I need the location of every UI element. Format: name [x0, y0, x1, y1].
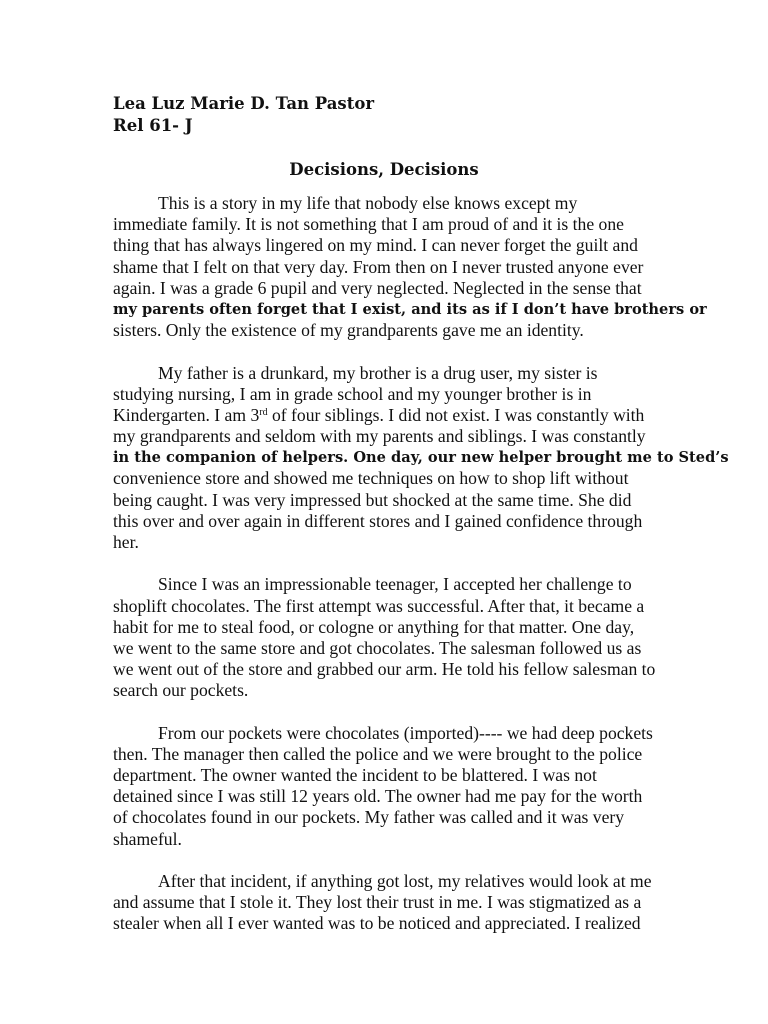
course-code: Rel 61- J — [113, 115, 193, 135]
essay-body — [113, 193, 729, 956]
document-header — [113, 93, 374, 136]
text-line: stealer when all I ever wanted was to be noticed and appreciated. I realized — [113, 913, 641, 934]
text-line: department. The owner wanted the incident to be blattered. I was not — [113, 765, 597, 786]
author-name: Lea Luz Marie D. Tan Pastor — [113, 94, 375, 113]
essay-title — [0, 159, 768, 181]
paragraph-4 — [113, 723, 673, 850]
paragraph-5 — [113, 871, 673, 935]
text-line: My father is a drunkard, my brother is a drug user, my sister is — [158, 362, 598, 383]
ordinal-superscript: rd — [259, 406, 268, 418]
text-line: shameful. — [113, 828, 182, 849]
text-line: being caught. I was very impressed but shocked at the same time. She did — [113, 489, 632, 510]
text-line: thing that has always lingered on my mind. I can never forget the guilt and — [113, 235, 638, 256]
text-line: habit for me to steal food, or cologne or anything for that matter. One day, — [113, 616, 635, 637]
text-line: studying nursing, I am in grade school and my younger brother is in — [113, 383, 592, 404]
text-line: again. I was a grade 6 pupil and very neglected. Neglected in the sense that — [113, 277, 642, 298]
text-line: shame that I felt on that very day. From then on I never trusted anyone ever — [113, 256, 644, 277]
text-line: After that incident, if anything got lost, my relatives would look at me — [158, 871, 652, 891]
text-line: my grandparents and seldom with my parents and siblings. I was constantly — [113, 426, 646, 447]
text-line: shoplift chocolates. The first attempt was successful. After that, it became a — [113, 595, 645, 616]
text-line: Since I was an impressionable teenager, I accepted her challenge to — [158, 574, 632, 595]
text-line: in the companion of helpers. One day, our new helper brought me to Sted’s — [113, 449, 729, 467]
text-line: convenience store and showed me techniques on how to shop lift without — [113, 468, 629, 489]
essay-title-text: Decisions, Decisions — [289, 160, 479, 179]
text-line: search our pockets. — [113, 680, 249, 701]
text-line — [113, 405, 673, 426]
text-line: of chocolates found in our pockets. My father was called and it was very — [113, 807, 625, 828]
text-line: then. The manager then called the police and we were brought to the police — [113, 743, 643, 764]
text-line: her. — [113, 532, 139, 552]
text-line: sisters. Only the existence of my grandparents gave me an identity. — [113, 320, 584, 341]
paragraph-1 — [113, 193, 707, 341]
text-line: immediate family. It is not something that I am proud of and it is the one — [113, 214, 624, 235]
text-line: From our pockets were chocolates (imported)---- we had deep pockets — [158, 722, 653, 743]
text-line: my parents often forget that I exist, and its as if I don’t have brothers or — [113, 300, 707, 318]
text-line: This is a story in my life that nobody else knows except my — [158, 193, 578, 213]
paragraph-2 — [113, 362, 729, 554]
text-line: we went out of the store and grabbed our arm. He told his fellow salesman to — [113, 659, 656, 680]
text-fragment: of four siblings. I did not exist. I was constantly with — [267, 404, 645, 425]
paragraph-3 — [113, 574, 673, 701]
text-line: detained since I was still 12 years old. The owner had me pay for the worth — [113, 786, 643, 807]
text-line: this over and over again in different stores and I gained confidence through — [113, 510, 643, 531]
text-line: and assume that I stole it. They lost their trust in me. I was stigmatized as a — [113, 892, 642, 913]
text-line: we went to the same store and got chocolates. The salesman followed us as — [113, 637, 642, 658]
text-fragment: Kindergarten. I am 3 — [113, 404, 260, 425]
